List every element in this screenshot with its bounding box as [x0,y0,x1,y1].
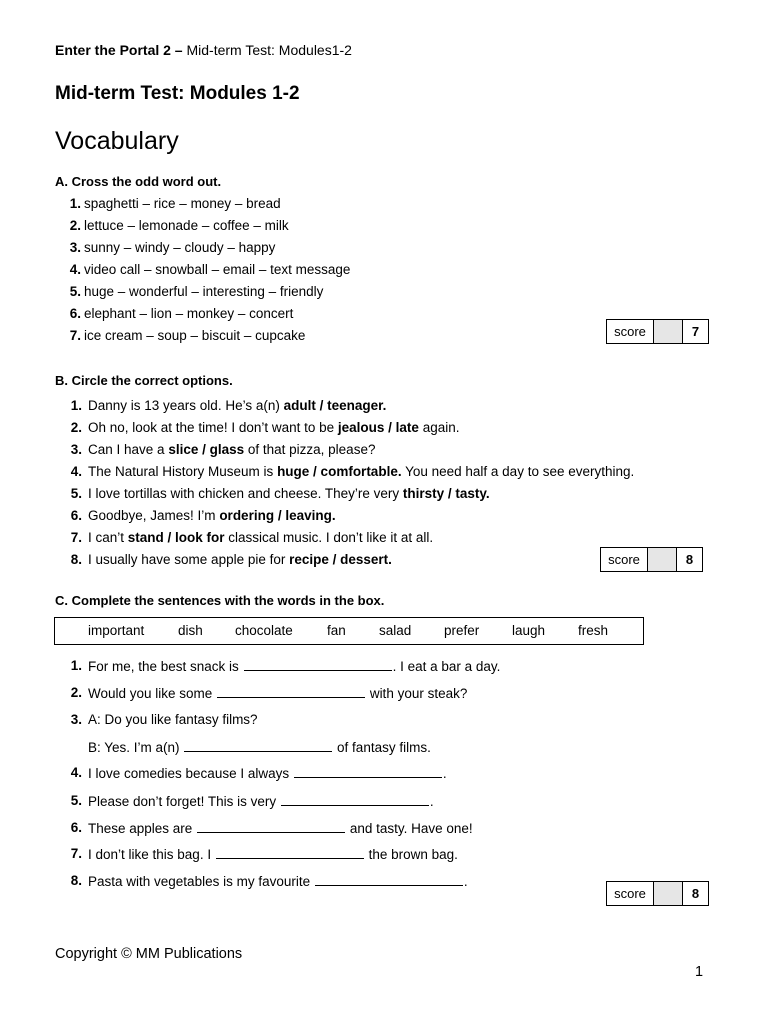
word-box-item: fresh [578,623,609,638]
item-options[interactable]: jealous / late [337,420,419,435]
word-box-item: dish [178,623,203,638]
item-text: sunny – windy – cloudy – happy [84,240,276,255]
item-options[interactable]: slice / glass [168,442,245,457]
item-text [88,793,434,809]
item-text-post: and tasty. Have one! [346,821,473,836]
item-options[interactable]: adult / teenager. [283,398,387,413]
header-subtitle: Mid-term Test: Modules1-2 [182,42,352,58]
item-number: 6. [69,306,81,321]
item-text [88,685,467,701]
score-label: score [607,320,654,343]
item-number: 5. [70,486,82,501]
score-max: 8 [685,552,694,567]
item-number: 8. [70,873,82,888]
item-text-post: again. [418,420,460,435]
item-number: 3. [70,712,82,727]
page-title: Mid-term Test: Modules 1-2 [55,83,300,104]
item-text [88,552,392,567]
answer-blank[interactable] [315,873,463,886]
item-text [88,464,634,479]
item-text-post: of that pizza, please? [244,442,376,457]
item-text [88,508,336,523]
item-number: 6. [70,820,82,835]
item-number: 2. [70,420,82,435]
score-input-cell[interactable] [654,882,683,905]
item-number: 7. [70,846,82,861]
answer-blank[interactable] [216,846,364,859]
item-number: 6. [70,508,82,523]
score-box-c [606,881,709,906]
item-number: 3. [70,442,82,457]
answer-blank[interactable] [294,765,442,778]
score-label: score [601,548,648,571]
word-box-item: salad [379,623,412,638]
item-options[interactable]: stand / look for [127,530,225,545]
word-box [54,617,644,645]
item-text: huge – wonderful – interesting – friendly [84,284,324,299]
item-text-pre: I usually have some apple pie for [88,552,290,567]
item-text-pre: Can I have a [88,442,169,457]
item-number: 2. [69,218,81,233]
item-text-pre: Please don’t forget! This is very [88,794,280,809]
item-text-post: . [442,766,447,781]
item-text [88,739,431,755]
item-text-pre: Goodbye, James! I’m [88,508,220,523]
item-text [88,765,447,781]
item-text-post: of fantasy films. [333,740,431,755]
item-text [88,873,468,889]
section-a-title: A. Cross the odd word out. [55,174,222,189]
item-text-post: You need half a day to see everything. [401,464,635,479]
item-options[interactable]: huge / comfortable. [277,464,402,479]
word-box-item: prefer [444,623,480,638]
copyright-notice: Copyright © MM Publications [55,946,243,962]
word-box-item: laugh [512,623,546,638]
item-options[interactable]: recipe / dessert. [289,552,392,567]
item-text-pre: For me, the best snack is [88,659,243,674]
item-text-pre: A: Do you like fantasy films? [88,712,258,727]
item-text [88,712,258,727]
item-text-pre: I don’t like this bag. I [88,847,215,862]
item-text-post: classical music. I don’t like it at all. [224,530,434,545]
document-header [55,42,352,58]
item-number: 1. [70,658,82,673]
word-box-item: chocolate [235,623,293,638]
answer-blank[interactable] [184,739,332,752]
item-number: 5. [70,793,82,808]
item-text-pre: Danny is 13 years old. He’s a(n) [88,398,284,413]
score-label: score [607,882,654,905]
item-options[interactable]: ordering / leaving. [219,508,336,523]
item-text-post: . [463,874,468,889]
item-text-pre: Pasta with vegetables is my favourite [88,874,314,889]
item-number: 8. [70,552,82,567]
item-text-post: the brown bag. [364,847,458,862]
item-number: 7. [70,530,82,545]
item-text: ice cream – soup – biscuit – cupcake [84,328,306,343]
score-input-cell[interactable] [648,548,677,571]
item-text: video call – snowball – email – text message [84,262,351,277]
item-text-post: . I eat a bar a day. [392,659,501,674]
item-text [88,530,433,545]
answer-blank[interactable] [281,793,429,806]
item-text-pre: I love comedies because I always [88,766,293,781]
section-b-title: B. Circle the correct options. [55,373,233,388]
answer-blank[interactable] [197,820,345,833]
item-number: 3. [69,240,81,255]
item-text [88,820,473,836]
item-text [88,420,460,435]
page-number: 1 [695,964,704,980]
item-text-post: . [429,794,434,809]
item-text-post: with your steak? [366,686,468,701]
item-text-pre: I love tortillas with chicken and cheese. They’re very [88,486,403,501]
score-max: 7 [691,324,700,339]
item-text: lettuce – lemonade – coffee – milk [84,218,289,233]
item-options[interactable]: thirsty / tasty. [402,486,490,501]
item-number: 1. [69,196,81,211]
score-box-a [606,319,709,344]
item-text [88,658,500,674]
word-box-item: fan [327,623,346,638]
item-number: 1. [70,398,82,413]
item-number: 2. [70,685,82,700]
word-box-item: important [88,623,145,638]
item-number: 4. [70,464,82,479]
item-text-pre: B: Yes. I’m a(n) [88,740,184,755]
item-text-pre: Oh no, look at the time! I don’t want to be [88,420,338,435]
score-box-b [600,547,703,572]
item-text [88,486,490,501]
item-text-pre: Would you like some [88,686,217,701]
item-text [88,846,458,862]
item-text-pre: I can’t [88,530,128,545]
score-input-cell[interactable] [654,320,683,343]
answer-blank[interactable] [217,685,365,698]
score-max: 8 [691,886,700,901]
item-number: 5. [69,284,81,299]
header-brand: Enter the Portal 2 – [55,42,183,58]
item-text: spaghetti – rice – money – bread [84,196,281,211]
answer-blank[interactable] [244,658,392,671]
item-text-pre: The Natural History Museum is [88,464,278,479]
item-number: 4. [70,765,82,780]
item-number: 7. [69,328,81,343]
item-text [88,442,375,457]
item-text: elephant – lion – monkey – concert [84,306,294,321]
item-number: 4. [69,262,81,277]
section-c-title: C. Complete the sentences with the words in the box. [55,593,385,608]
item-text [88,398,386,413]
section-heading: Vocabulary [55,127,179,155]
item-text-pre: These apples are [88,821,197,836]
